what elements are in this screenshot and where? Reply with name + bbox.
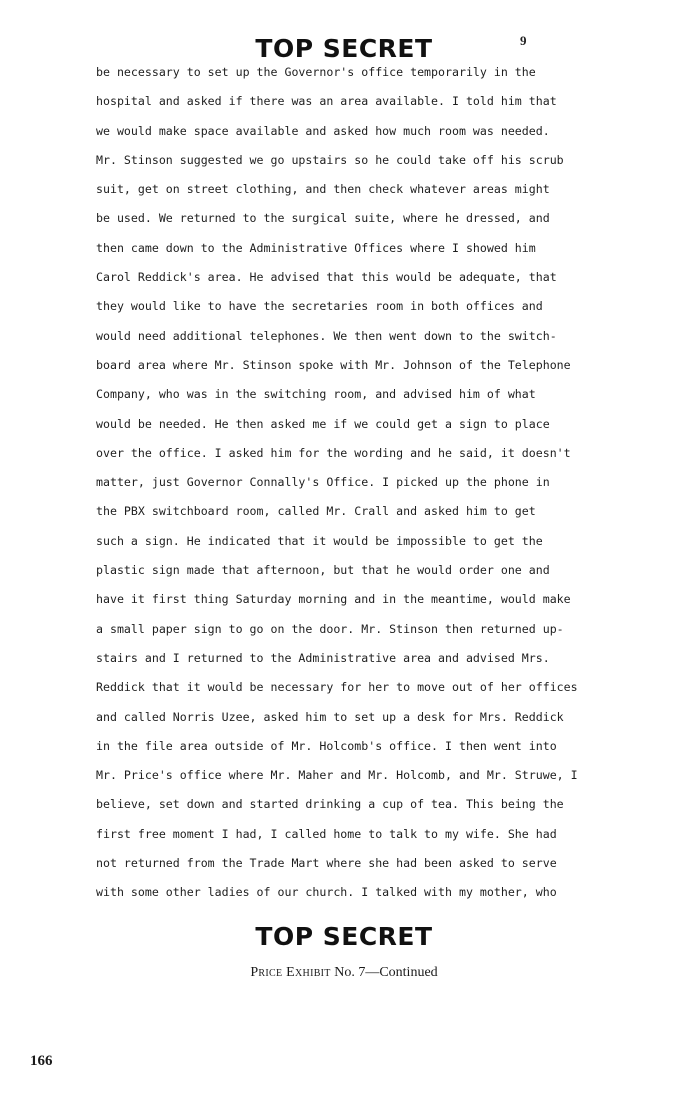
exhibit-caption bbox=[0, 965, 688, 981]
body-line: would be needed. He then asked me if we could get a sign to place bbox=[96, 416, 550, 431]
body-line: would need additional telephones. We then went down to the switch- bbox=[96, 328, 557, 343]
body-line: we would make space available and asked how much room was needed. bbox=[96, 123, 550, 138]
body-line: hospital and asked if there was an area available. I told him that bbox=[96, 94, 557, 109]
top-secret-header-stamp: TOP SECRET bbox=[255, 34, 433, 63]
body-line: first free moment I had, I called home to talk to my wife. She had bbox=[96, 826, 557, 841]
body-line: they would like to have the secretaries room in both offices and bbox=[96, 299, 543, 314]
body-line: Company, who was in the switching room, and advised him of what bbox=[96, 387, 536, 402]
body-line: not returned from the Trade Mart where she had been asked to serve bbox=[96, 856, 557, 871]
body-line: Reddick that it would be necessary for her to move out of her offices bbox=[96, 680, 578, 695]
exhibit-name: Price Exhibit bbox=[250, 965, 331, 980]
body-line: such a sign. He indicated that it would be impossible to get the bbox=[96, 533, 543, 548]
body-line: suit, get on street clothing, and then check whatever areas might bbox=[96, 182, 550, 197]
document-body-text bbox=[96, 58, 616, 908]
body-line: be necessary to set up the Governor's office temporarily in the bbox=[96, 65, 536, 79]
body-line: have it first thing Saturday morning and in the meantime, would make bbox=[96, 592, 571, 607]
body-line: Mr. Price's office where Mr. Maher and Mr. Holcomb, and Mr. Struwe, I bbox=[96, 768, 578, 783]
body-line: stairs and I returned to the Administrative area and advised Mrs. bbox=[96, 650, 550, 665]
body-line: then came down to the Administrative Offices where I showed him bbox=[96, 240, 536, 255]
body-line: board area where Mr. Stinson spoke with Mr. Johnson of the Telephone bbox=[96, 357, 571, 372]
printed-page-number: 166 bbox=[30, 1053, 53, 1069]
body-line: with some other ladies of our church. I talked with my mother, who bbox=[96, 885, 557, 900]
typed-page-number: 9 bbox=[520, 33, 527, 48]
body-line: the PBX switchboard room, called Mr. Crall and asked him to get bbox=[96, 504, 536, 519]
body-line: a small paper sign to go on the door. Mr. Stinson then returned up- bbox=[96, 621, 564, 636]
body-line: in the file area outside of Mr. Holcomb's office. I then went into bbox=[96, 738, 557, 753]
body-line: be used. We returned to the surgical suite, where he dressed, and bbox=[96, 211, 550, 226]
body-line: and called Norris Uzee, asked him to set up a desk for Mrs. Reddick bbox=[96, 709, 564, 724]
body-line: Mr. Stinson suggested we go upstairs so he could take off his scrub bbox=[96, 152, 564, 167]
exhibit-number: No. 7—Continued bbox=[334, 965, 438, 980]
body-line: Carol Reddick's area. He advised that this would be adequate, that bbox=[96, 270, 557, 285]
body-line: over the office. I asked him for the wording and he said, it doesn't bbox=[96, 445, 571, 460]
body-line: believe, set down and started drinking a cup of tea. This being the bbox=[96, 797, 564, 812]
body-line: plastic sign made that afternoon, but that he would order one and bbox=[96, 563, 550, 578]
body-line: matter, just Governor Connally's Office. I picked up the phone in bbox=[96, 475, 550, 490]
top-secret-footer-stamp: TOP SECRET bbox=[255, 922, 433, 951]
